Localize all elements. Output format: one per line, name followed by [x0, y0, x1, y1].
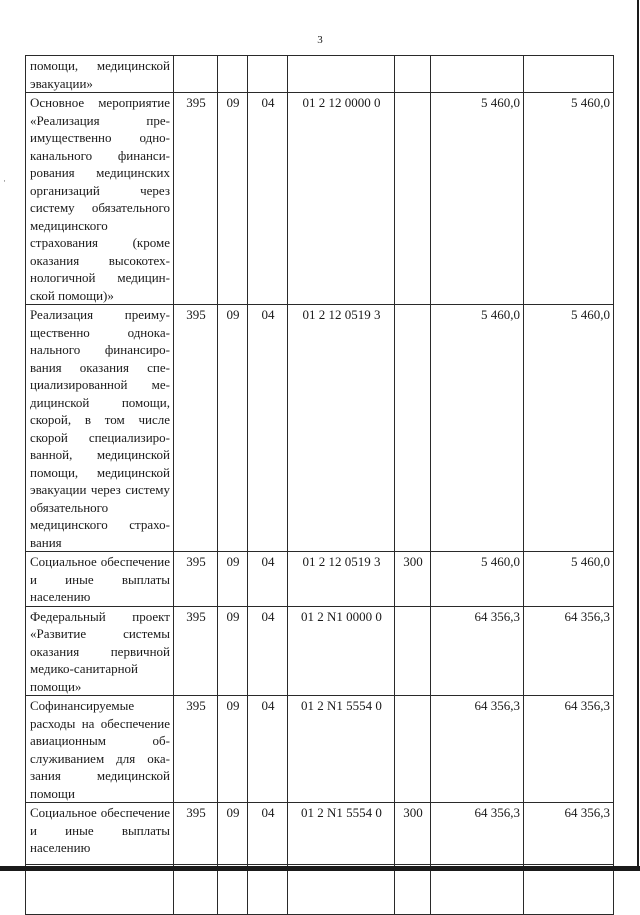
- budget-table: [25, 55, 614, 915]
- margin-mark: ·: [3, 176, 6, 186]
- subsection-code-cell: 04: [248, 552, 288, 607]
- section-code-cell: [218, 865, 248, 915]
- ministry-code-cell: 395: [174, 803, 218, 865]
- amount-next-year-cell: [524, 56, 614, 93]
- description-cell: Федеральный проект «Развитие системы оказания первичной медико-санитарной помощи»: [26, 606, 174, 696]
- target-article-cell: [288, 56, 395, 93]
- target-article-cell: 01 2 N1 0000 0: [288, 606, 395, 696]
- description-cell: Социальное обеспечение и иные выплаты населению: [26, 803, 174, 865]
- amount-next-year-cell: 64 356,3: [524, 803, 614, 865]
- table-row: [26, 803, 614, 865]
- amount-current-year-cell: [431, 865, 524, 915]
- subsection-code-cell: 04: [248, 803, 288, 865]
- amount-next-year-cell: [524, 865, 614, 915]
- amount-current-year-cell: [431, 56, 524, 93]
- amount-next-year-cell: 64 356,3: [524, 696, 614, 803]
- section-code-cell: [218, 56, 248, 93]
- amount-current-year-cell: 64 356,3: [431, 696, 524, 803]
- expense-type-cell: 300: [395, 803, 431, 865]
- amount-current-year-cell: 5 460,0: [431, 305, 524, 552]
- table-row: [26, 56, 614, 93]
- amount-next-year-cell: 5 460,0: [524, 552, 614, 607]
- amount-next-year-cell: 64 356,3: [524, 606, 614, 696]
- section-code-cell: 09: [218, 93, 248, 305]
- table-row: [26, 552, 614, 607]
- section-code-cell: 09: [218, 305, 248, 552]
- subsection-code-cell: 04: [248, 93, 288, 305]
- target-article-cell: 01 2 12 0519 3: [288, 552, 395, 607]
- table-body: [26, 56, 614, 915]
- description-cell: помощи, медицинской эвакуации»: [26, 56, 174, 93]
- ministry-code-cell: [174, 56, 218, 93]
- expense-type-cell: [395, 305, 431, 552]
- subsection-code-cell: 04: [248, 696, 288, 803]
- subsection-code-cell: [248, 56, 288, 93]
- amount-current-year-cell: 64 356,3: [431, 606, 524, 696]
- section-code-cell: 09: [218, 803, 248, 865]
- table-row: [26, 606, 614, 696]
- description-cell: Софинансируемые расходы на обеспечение авиационным обслуживанием для оказания медицинской помощи: [26, 696, 174, 803]
- subsection-code-cell: 04: [248, 606, 288, 696]
- subsection-code-cell: 04: [248, 305, 288, 552]
- target-article-cell: 01 2 N1 5554 0: [288, 803, 395, 865]
- description-cell: Реализация преимущественно одноканального финансирования оказания специализированной медицинской помощи, скорой, в том числе скорой специализированной, медицинской помощи, медицинской эвакуации через систему обязательного медицинского страхования: [26, 305, 174, 552]
- amount-next-year-cell: 5 460,0: [524, 93, 614, 305]
- ministry-code-cell: 395: [174, 552, 218, 607]
- table-row: [26, 305, 614, 552]
- section-code-cell: 09: [218, 606, 248, 696]
- expense-type-cell: [395, 93, 431, 305]
- amount-current-year-cell: 5 460,0: [431, 93, 524, 305]
- amount-next-year-cell: 5 460,0: [524, 305, 614, 552]
- target-article-cell: 01 2 12 0000 0: [288, 93, 395, 305]
- ministry-code-cell: [174, 865, 218, 915]
- ministry-code-cell: 395: [174, 696, 218, 803]
- page-number: 3: [317, 34, 323, 46]
- scan-bottom-edge: [0, 866, 640, 871]
- description-cell: [26, 865, 174, 915]
- table-row: [26, 865, 614, 915]
- section-code-cell: 09: [218, 552, 248, 607]
- description-cell: Социальное обеспечение и иные выплаты населению: [26, 552, 174, 607]
- ministry-code-cell: 395: [174, 93, 218, 305]
- ministry-code-cell: 395: [174, 606, 218, 696]
- section-code-cell: 09: [218, 696, 248, 803]
- description-cell: Основное мероприятие «Реализация преимущественно одноканального финансирования медицинских организаций через систему обязательного медицинского страхования (кроме оказания высокотехнологичной медицинской помощи)»: [26, 93, 174, 305]
- amount-current-year-cell: 5 460,0: [431, 552, 524, 607]
- table-row: [26, 93, 614, 305]
- target-article-cell: [288, 865, 395, 915]
- scan-edge: [637, 0, 639, 871]
- amount-current-year-cell: 64 356,3: [431, 803, 524, 865]
- expense-type-cell: [395, 606, 431, 696]
- expense-type-cell: [395, 696, 431, 803]
- subsection-code-cell: [248, 865, 288, 915]
- target-article-cell: 01 2 12 0519 3: [288, 305, 395, 552]
- expense-type-cell: 300: [395, 552, 431, 607]
- table-row: [26, 696, 614, 803]
- ministry-code-cell: 395: [174, 305, 218, 552]
- target-article-cell: 01 2 N1 5554 0: [288, 696, 395, 803]
- expense-type-cell: [395, 56, 431, 93]
- expense-type-cell: [395, 865, 431, 915]
